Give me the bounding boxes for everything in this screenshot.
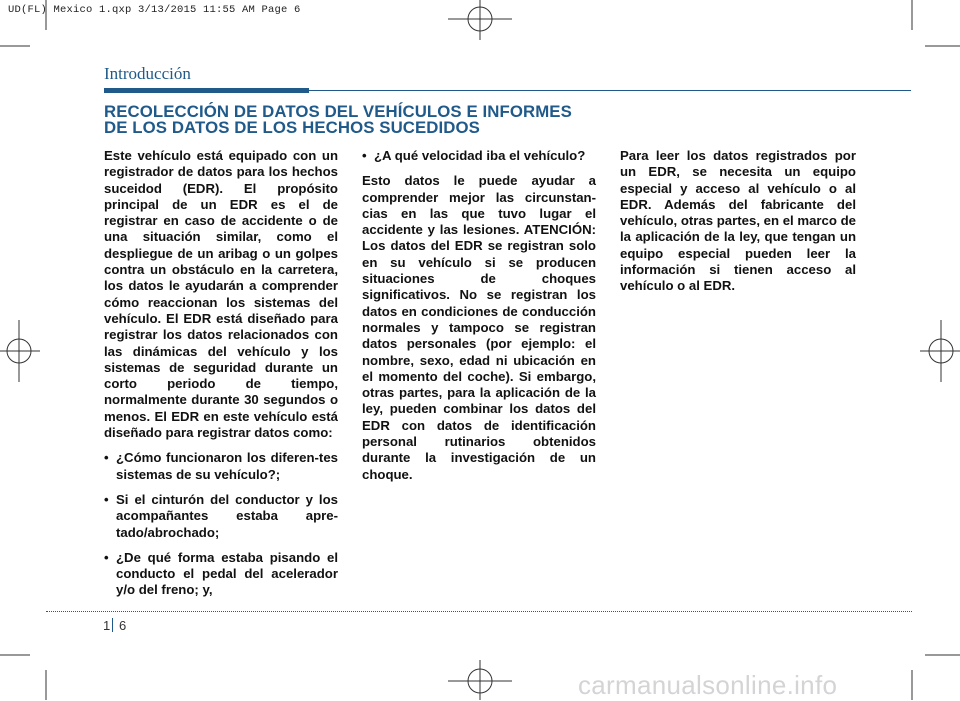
list-item: • ¿A qué velocidad iba el vehículo? [362, 148, 596, 164]
header-rule-thick [104, 88, 309, 93]
paragraph: Para leer los datos registrados por un EDR, se necesita un equipo especial y acceso al vehículo o al EDR. Además del fabricante del vehículo, otras partes, en el marco de la aplicación de la ley, que tengan un equipo especial pueden leer la información si tienen acceso al vehículo o al EDR. [620, 148, 856, 294]
footer-page-number: 6 [119, 618, 127, 633]
heading-line-1: RECOLECCIÓN DE DATOS DEL VEHÍCULOS E INFORMES [104, 102, 572, 121]
registration-mark-bottom [448, 660, 512, 700]
heading-line-2: DE LOS DATOS DE LOS HECHOS SUCEDIDOS [104, 118, 480, 137]
print-slug: UD(FL) Mexico 1.qxp 3/13/2015 11:55 AM Page 6 [8, 4, 301, 16]
registration-mark-right [920, 320, 960, 382]
bullet-list [362, 148, 596, 164]
list-item: • ¿Cómo funcionaron los diferen-tes sistemas de su vehículo?; [104, 450, 338, 483]
header-rule-thin [309, 90, 911, 91]
list-item: • ¿De qué forma estaba pisando el conducto el pedal del acelerador y/o del freno; y, [104, 550, 338, 599]
text-column-3 [620, 148, 856, 304]
paragraph: Este vehículo está equipado con un registrador de datos para los hechos suceidod (EDR). El propósito principal de un EDR es el de registrar en caso de accidente o de una situación similar, como el despliegue de un aribag o un golpes contra un obstáculo en la carretera, los datos le ayudarán a comprender cómo reaccionan los sistemas del vehículo. El EDR está diseñado para registrar los datos relacionados con las dinámicas del vehículo y los sistemas de seguridad durante un corto periodo de tiempo, normalmente durante 30 segundos o menos. El EDR en este vehículo está diseñado para registrar datos como: [104, 148, 338, 441]
registration-mark-top [448, 0, 512, 40]
text-column-1 [104, 148, 338, 608]
watermark: carmanualsonline.info [578, 670, 838, 700]
bullet-list [104, 450, 338, 598]
footer-section-number: 1 [103, 618, 111, 633]
paragraph: Esto datos le puede ayudar a comprender mejor las circunstan-cias en las que tuvo lugar el accidente y las lesiones. ATENCIÓN: Los datos del EDR se registran solo en su vehículo si se producen situaciones de choques significativos. No se registran los datos en condiciones de conducción normales y tampoco se registran datos personales (por ejemplo: el nombre, sexo, edad ni ubicación en el momento del coche). Si embargo, otras partes, para la aplicación de la ley, pueden combinar los datos del EDR con datos de identificación personal rutinarios obtenidos durante la investigación de un choque. [362, 173, 596, 482]
page-heading [104, 104, 924, 136]
text-column-2 [362, 148, 596, 492]
list-item: • Si el cinturón del conductor y los acompañantes estaba apre-tado/abrochado; [104, 492, 338, 541]
section-title: Introducción [104, 64, 191, 83]
footer-dotted-rule [46, 611, 912, 612]
registration-mark-left [0, 320, 40, 382]
footer-separator [112, 618, 113, 632]
